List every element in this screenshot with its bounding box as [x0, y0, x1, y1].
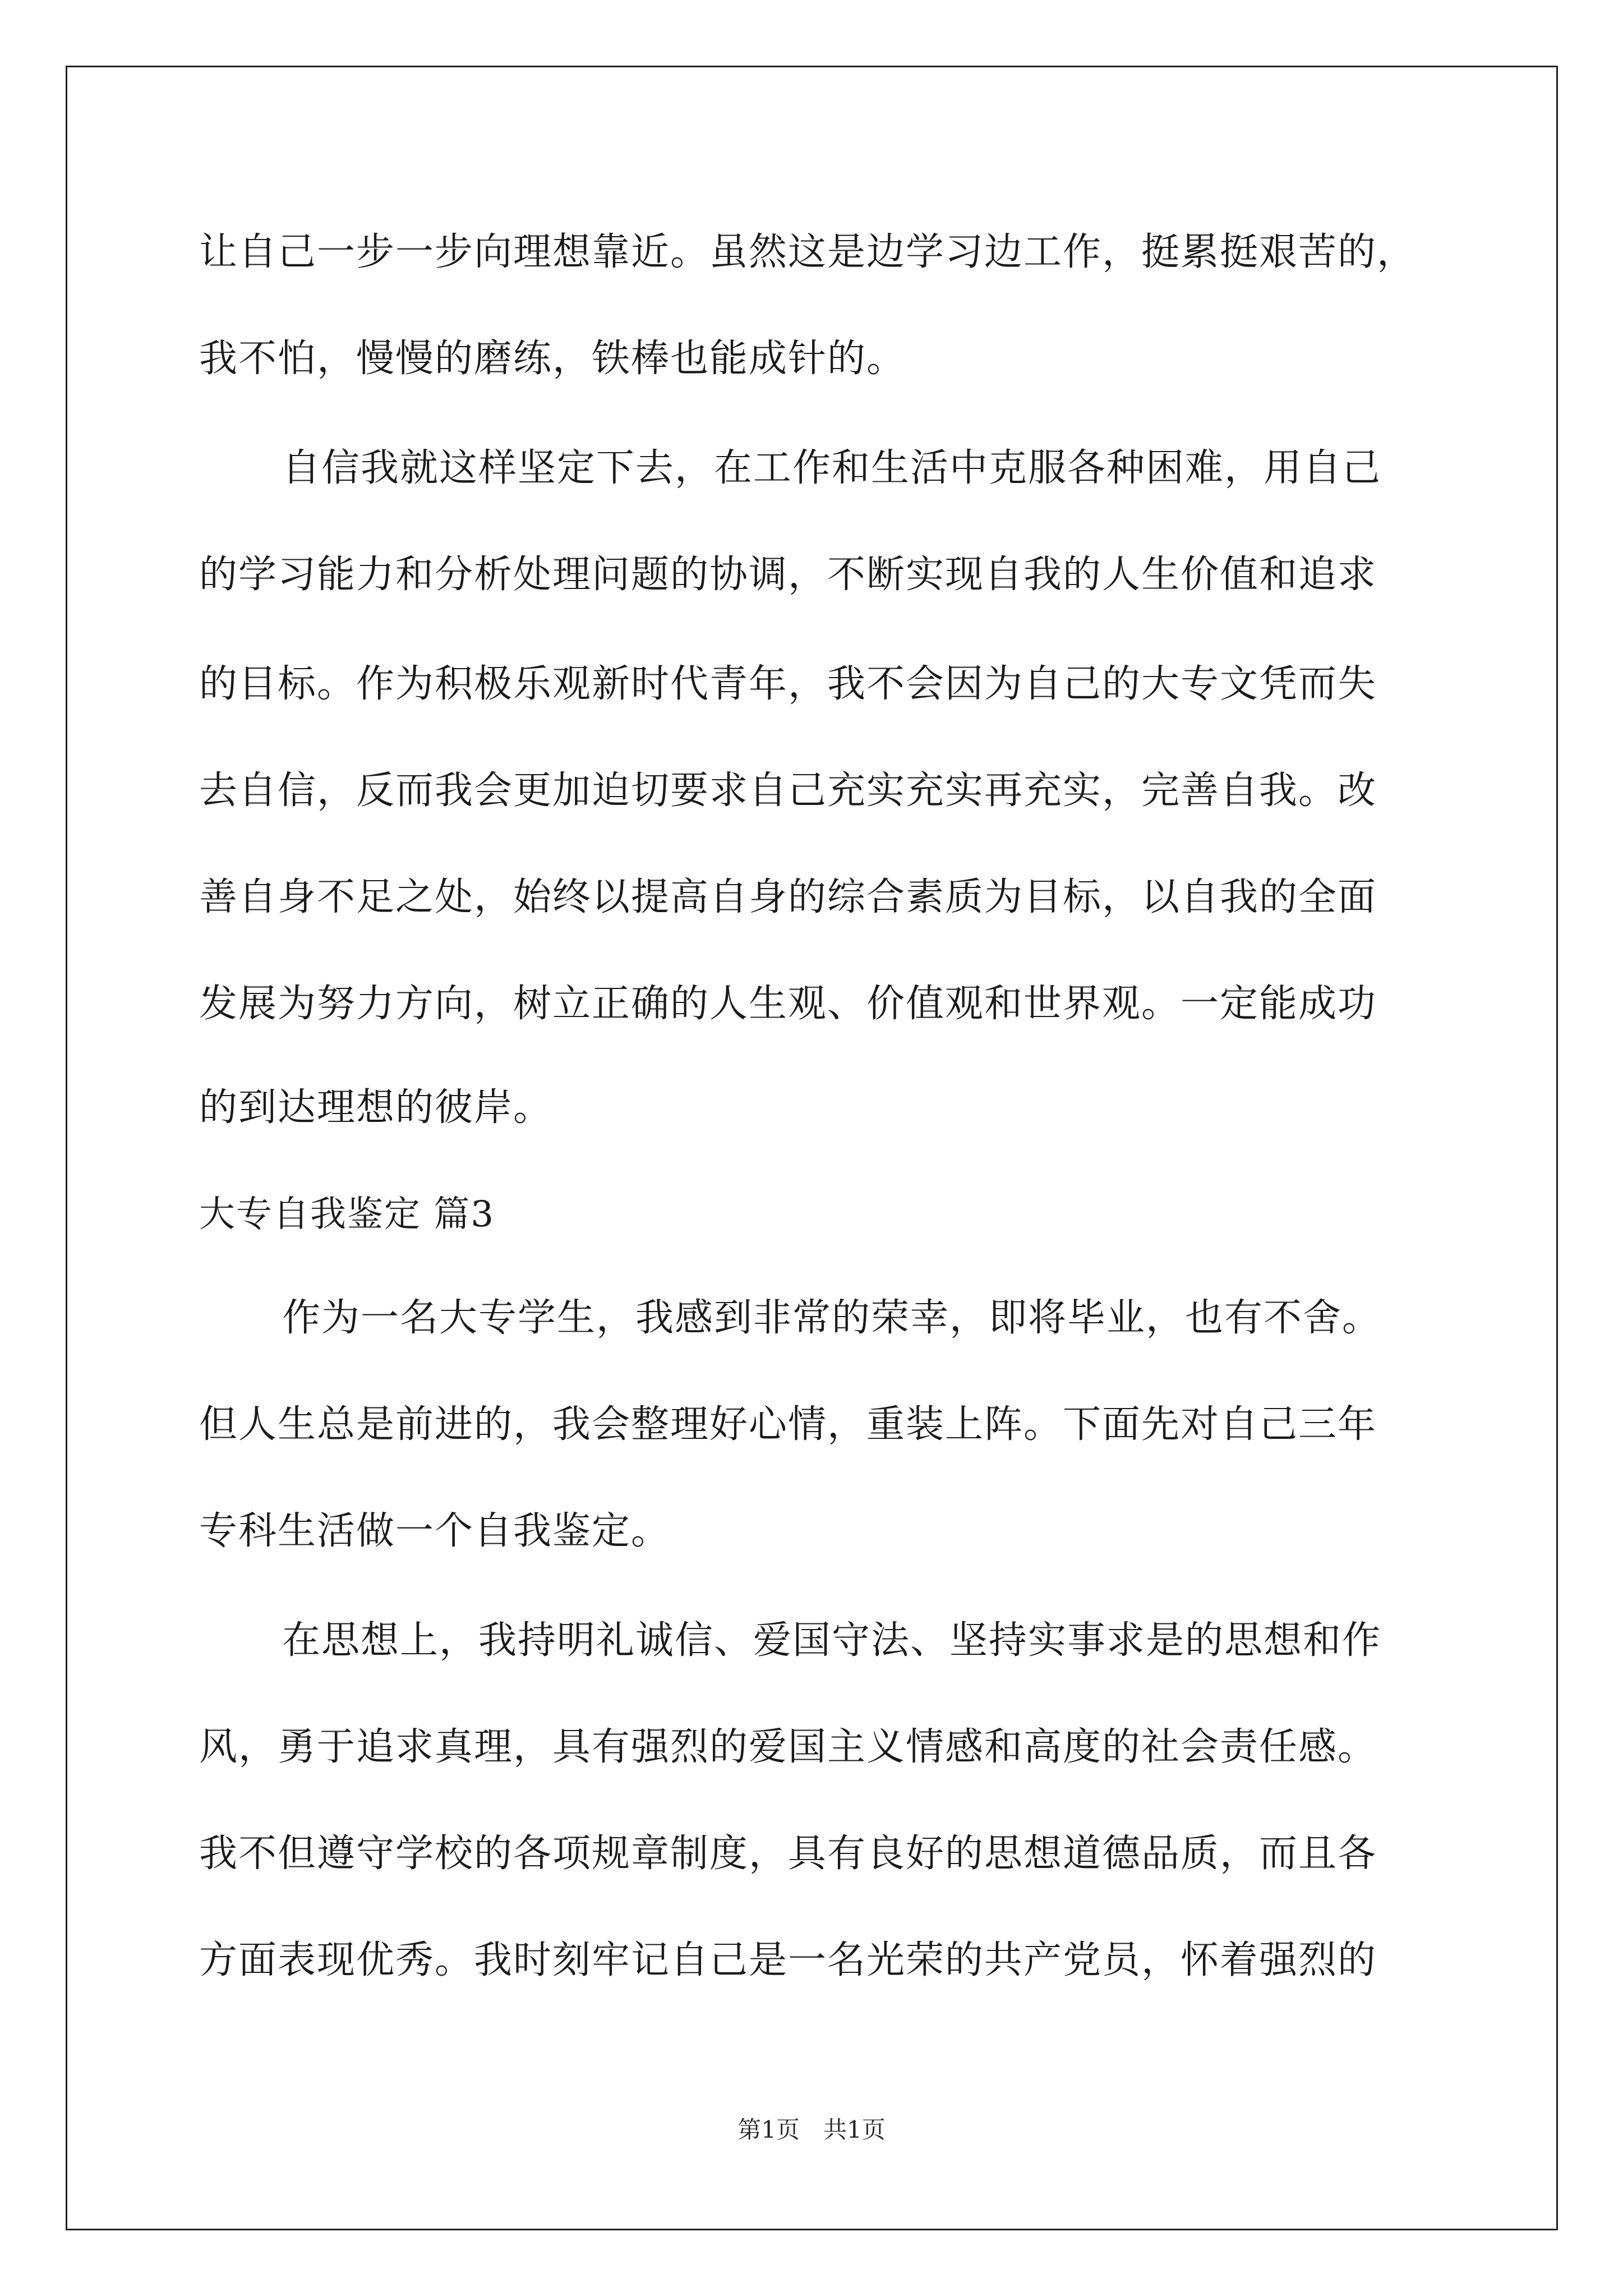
paragraph-first-line: 自信我就这样坚定下去，在工作和生活中克服各种困难，用自己 — [282, 446, 1382, 490]
text-line: 风，勇于追求真理，具有强烈的爱国主义情感和高度的社会责任感。 — [199, 1725, 1377, 1769]
text-line: 的到达理想的彼岸。 — [199, 1085, 553, 1130]
paragraph-first-line: 作为一名大专学生，我感到非常的荣幸，即将毕业，也有不舍。 — [282, 1296, 1382, 1340]
text-line: 我不怕，慢慢的磨练，铁棒也能成针的。 — [199, 337, 906, 381]
text-line: 的目标。作为积极乐观新时代青年，我不会因为自己的大专文凭而失 — [199, 662, 1377, 706]
text-line: 的学习能力和分析处理问题的协调，不断实现自我的人生价值和追求 — [199, 553, 1377, 597]
text-line: 我不但遵守学校的各项规章制度，具有良好的思想道德品质，而且各 — [199, 1832, 1377, 1876]
text-line: 让自己一步一步向理想靠近。虽然这是边学习边工作，挺累挺艰苦的， — [199, 230, 1417, 274]
text-line: 去自信，反而我会更加迫切要求自己充实充实再充实，完善自我。改 — [199, 769, 1377, 813]
paragraph-first-line: 在思想上，我持明礼诚信、爱国守法、坚持实事求是的思想和作 — [282, 1618, 1382, 1663]
text-line: 发展为努力方向，树立正确的人生观、价值观和世界观。一定能成功 — [199, 982, 1377, 1026]
text-line: 专科生活做一个自我鉴定。 — [199, 1509, 671, 1553]
text-line: 方面表现优秀。我时刻牢记自己是一名光荣的共产党员，怀着强烈的 — [199, 1938, 1377, 1982]
text-line: 善自身不足之处，始终以提高自身的综合素质为目标，以自我的全面 — [199, 875, 1377, 919]
page-border — [66, 66, 1558, 2230]
page-footer: 第1页 共1页 — [737, 2116, 886, 2143]
text-line: 但人生总是前进的，我会整理好心情，重装上阵。下面先对自己三年 — [199, 1402, 1377, 1447]
section-heading: 大专自我鉴定 篇3 — [199, 1194, 495, 1235]
